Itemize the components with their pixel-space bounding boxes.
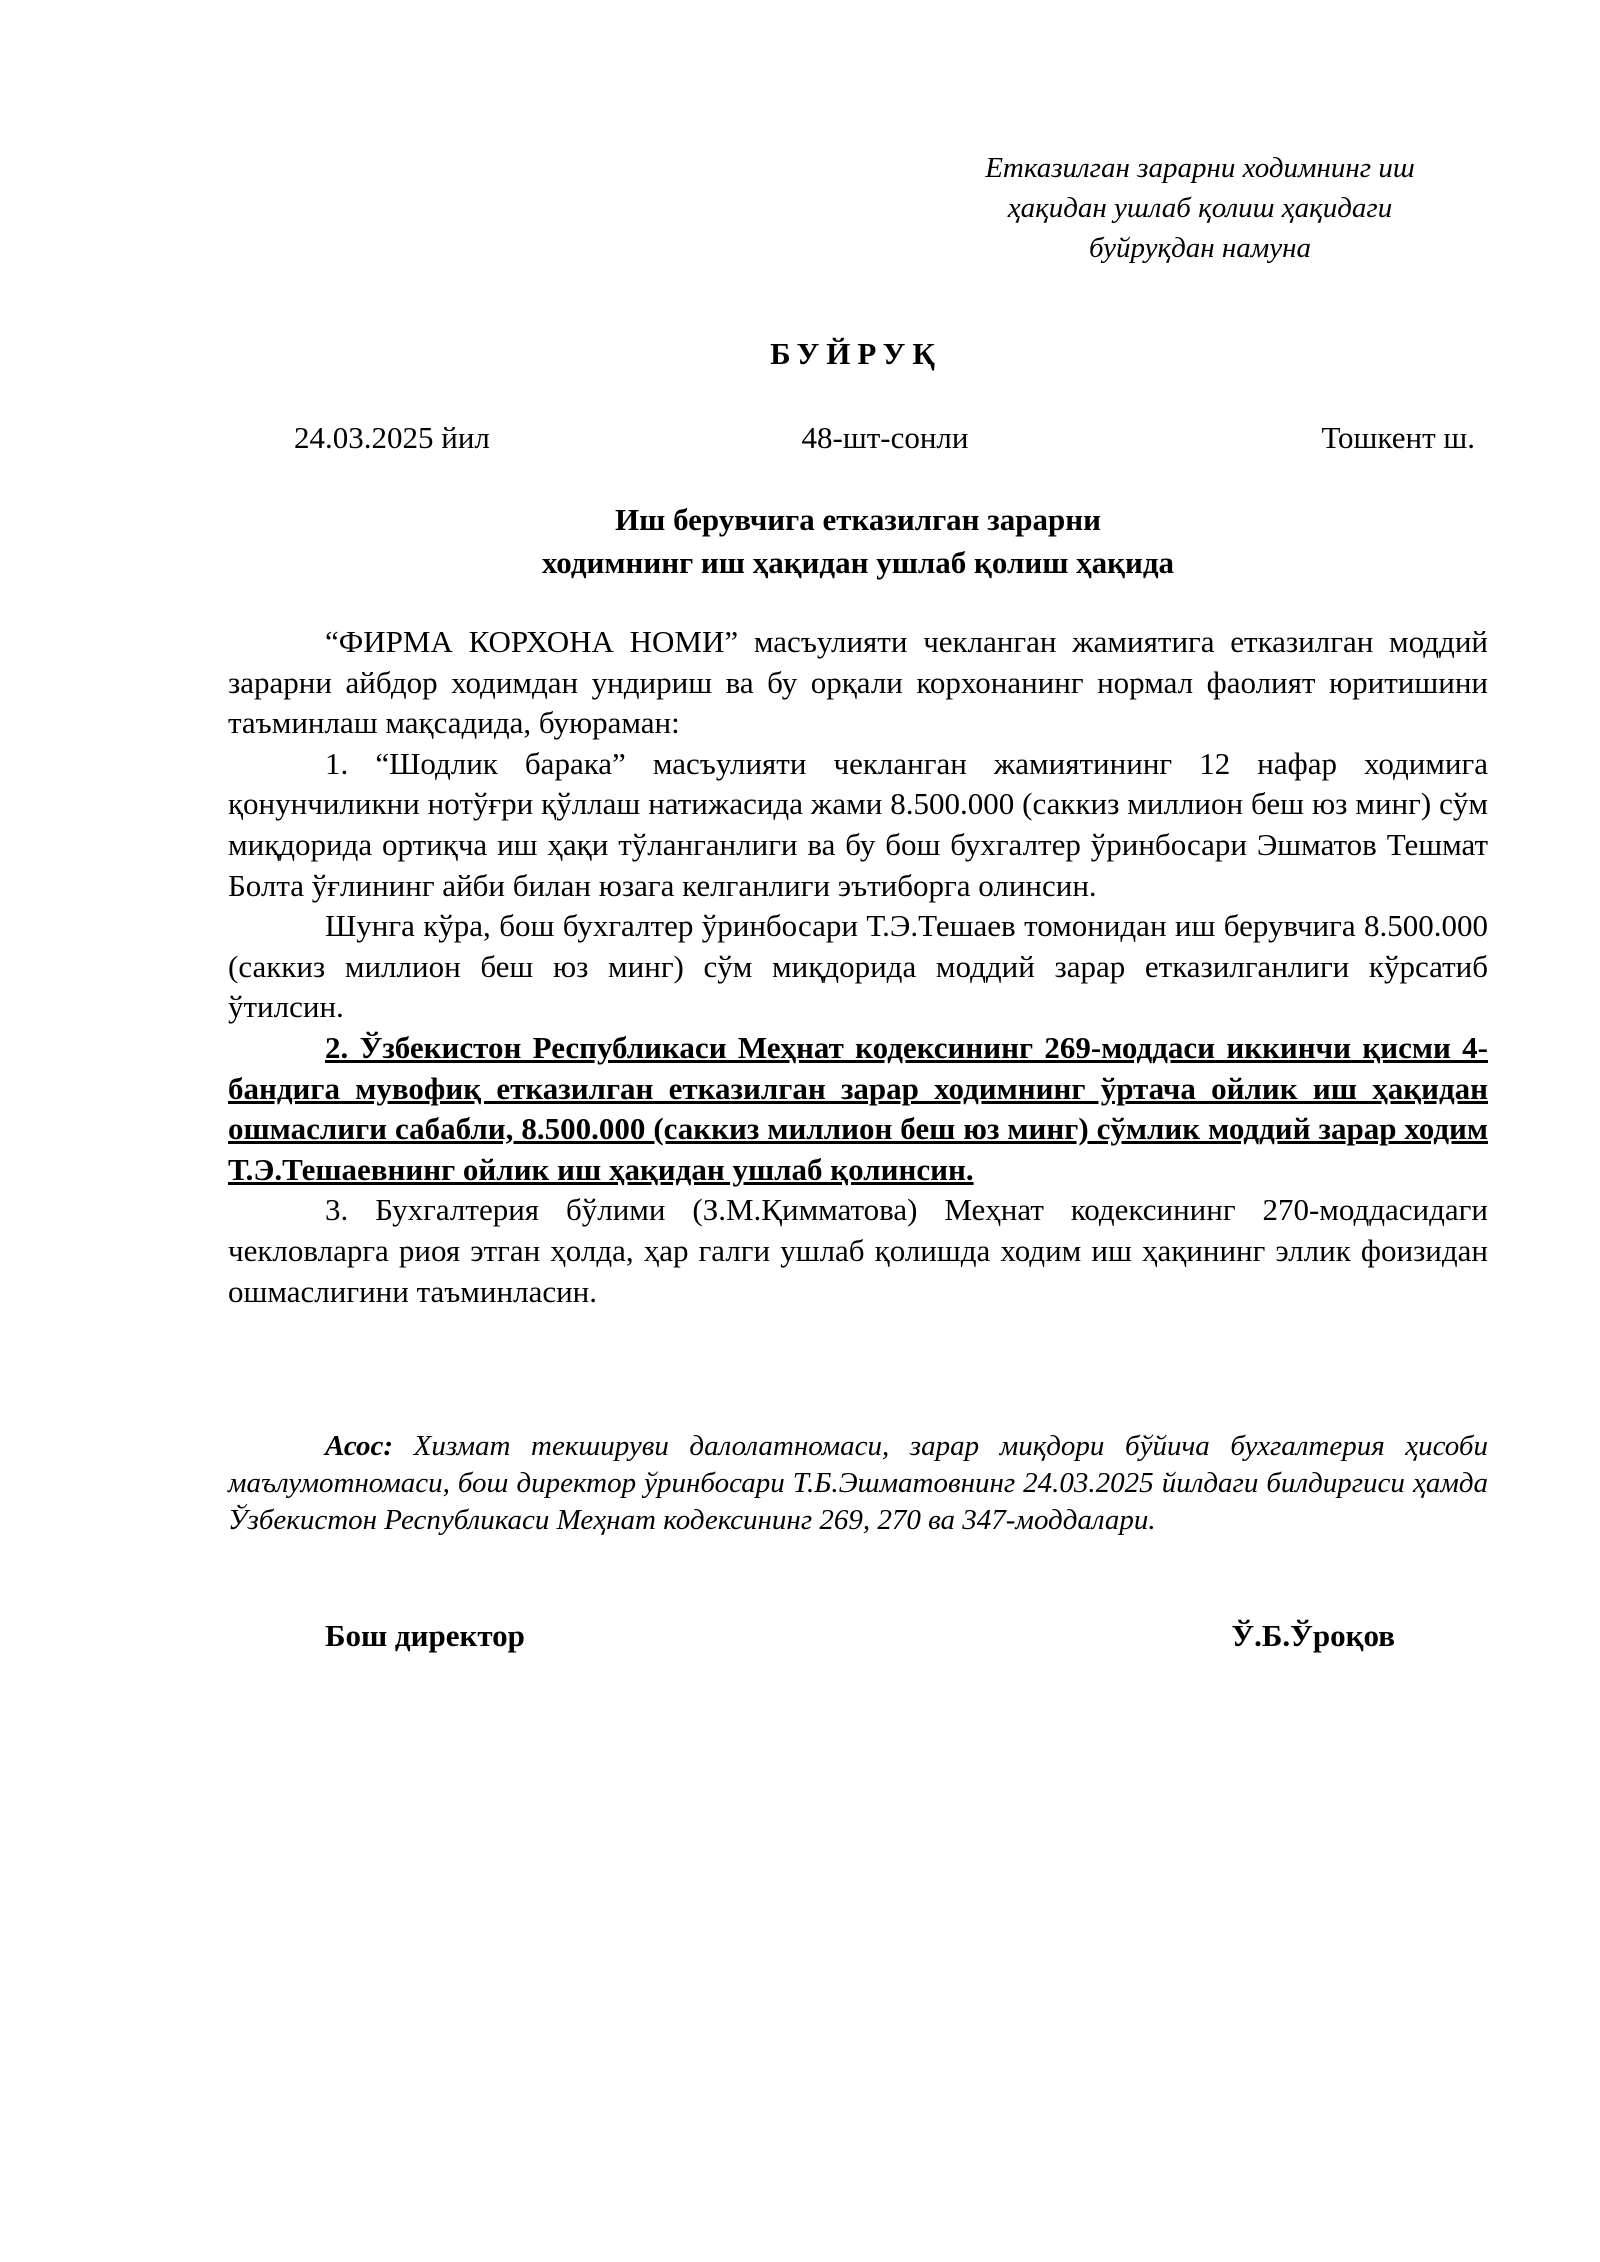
basis-text: Хизмат текшируви далолатномаси, зарар миқдори бўйича бухгалтерия ҳисоби маълумотномаси, бош директор ўринбосари Т.Б.Эшматовнинг 24.03.2025 йилдаги билдиргиси ҳамда Ўзбекистон Республикаси Меҳнат кодексининг 269, 270 ва 347-моддалари. (228, 1430, 1488, 1536)
order-number: 48-шт-сонли (801, 420, 969, 455)
sample-note (900, 148, 1500, 268)
sample-note-line: Етказилган зарарни ходимнинг иш (985, 152, 1415, 184)
preamble-paragraph: “ФИРМА КОРХОНА НОМИ” масъулияти чекланган жамиятига етказилган моддий зарарни айбдор ходимдан ундириш ва бу орқали корхонанинг нормал фаолият юритишини таъминлаш мақсадида, буюраман: (228, 624, 1488, 741)
subject-line: ходимнинг иш ҳақидан ушлаб қолиш ҳақида (541, 545, 1175, 580)
order-title: БУЙРУҚ (770, 336, 942, 371)
basis-note (228, 1428, 1488, 1539)
subject-line: Иш берувчига етказилган зарарни (615, 502, 1101, 537)
clause-1-continuation-paragraph: Шунга кўра, бош бухгалтер ўринбосари Т.Э.Тешаев томонидан иш берувчига 8.500.000 (саккиз миллион беш юз минг) сўм миқдорида моддий зарар етказилганлиги кўрсатиб ўтилсин. (228, 908, 1488, 1025)
order-subject (228, 498, 1488, 584)
order-city: Тошкент ш. (1321, 420, 1475, 455)
basis-label: Асос: (325, 1430, 394, 1462)
sample-note-line: ҳақидан ушлаб қолиш ҳақидаги (1007, 192, 1393, 224)
order-body (228, 622, 1488, 1312)
signature-block (325, 1614, 1395, 1658)
clause-2-paragraph: 2. Ўзбекистон Республикаси Меҳнат кодексининг 269-моддаси иккинчи қисми 4-бандига мувофиқ етказилган етказилган зарар ходимнинг ўртача ойлик иш ҳақидан ошмаслиги сабабли, 8.500.000 (саккиз миллион беш юз минг) сўмлик моддий зарар ходим Т.Э.Тешаевнинг ойлик иш ҳақидан ушлаб қолинсин. (228, 1029, 1488, 1187)
signer-role: Бош директор (325, 1618, 525, 1653)
clause-1-paragraph: 1. “Шодлик барака” масъулияти чекланган жамиятининг 12 нафар ходимига қонунчиликни нотўғри қўллаш натижасида жами 8.500.000 (саккиз миллион беш юз минг) сўм миқдорида ортиқча иш ҳақи тўланганлиги ва бу бош бухгалтер ўринбосари Эшматов Тешмат Болта ўғлининг айби билан юзага келганлиги эътиборга олинсин. (228, 745, 1488, 903)
signer-name: Ў.Б.Ўроқов (1231, 1618, 1395, 1653)
sample-note-line: буйруқдан намуна (1088, 232, 1312, 264)
order-meta (290, 416, 1475, 460)
clause-3-paragraph: 3. Бухгалтерия бўлими (З.М.Қимматова) Меҳнат кодексининг 270-моддасидаги чекловларга риоя этган ҳолда, ҳар галги ушлаб қолишда ходим иш ҳақининг эллик фоизидан ошмаслигини таъминласин. (228, 1192, 1488, 1309)
order-date: 24.03.2025 йил (294, 420, 490, 455)
